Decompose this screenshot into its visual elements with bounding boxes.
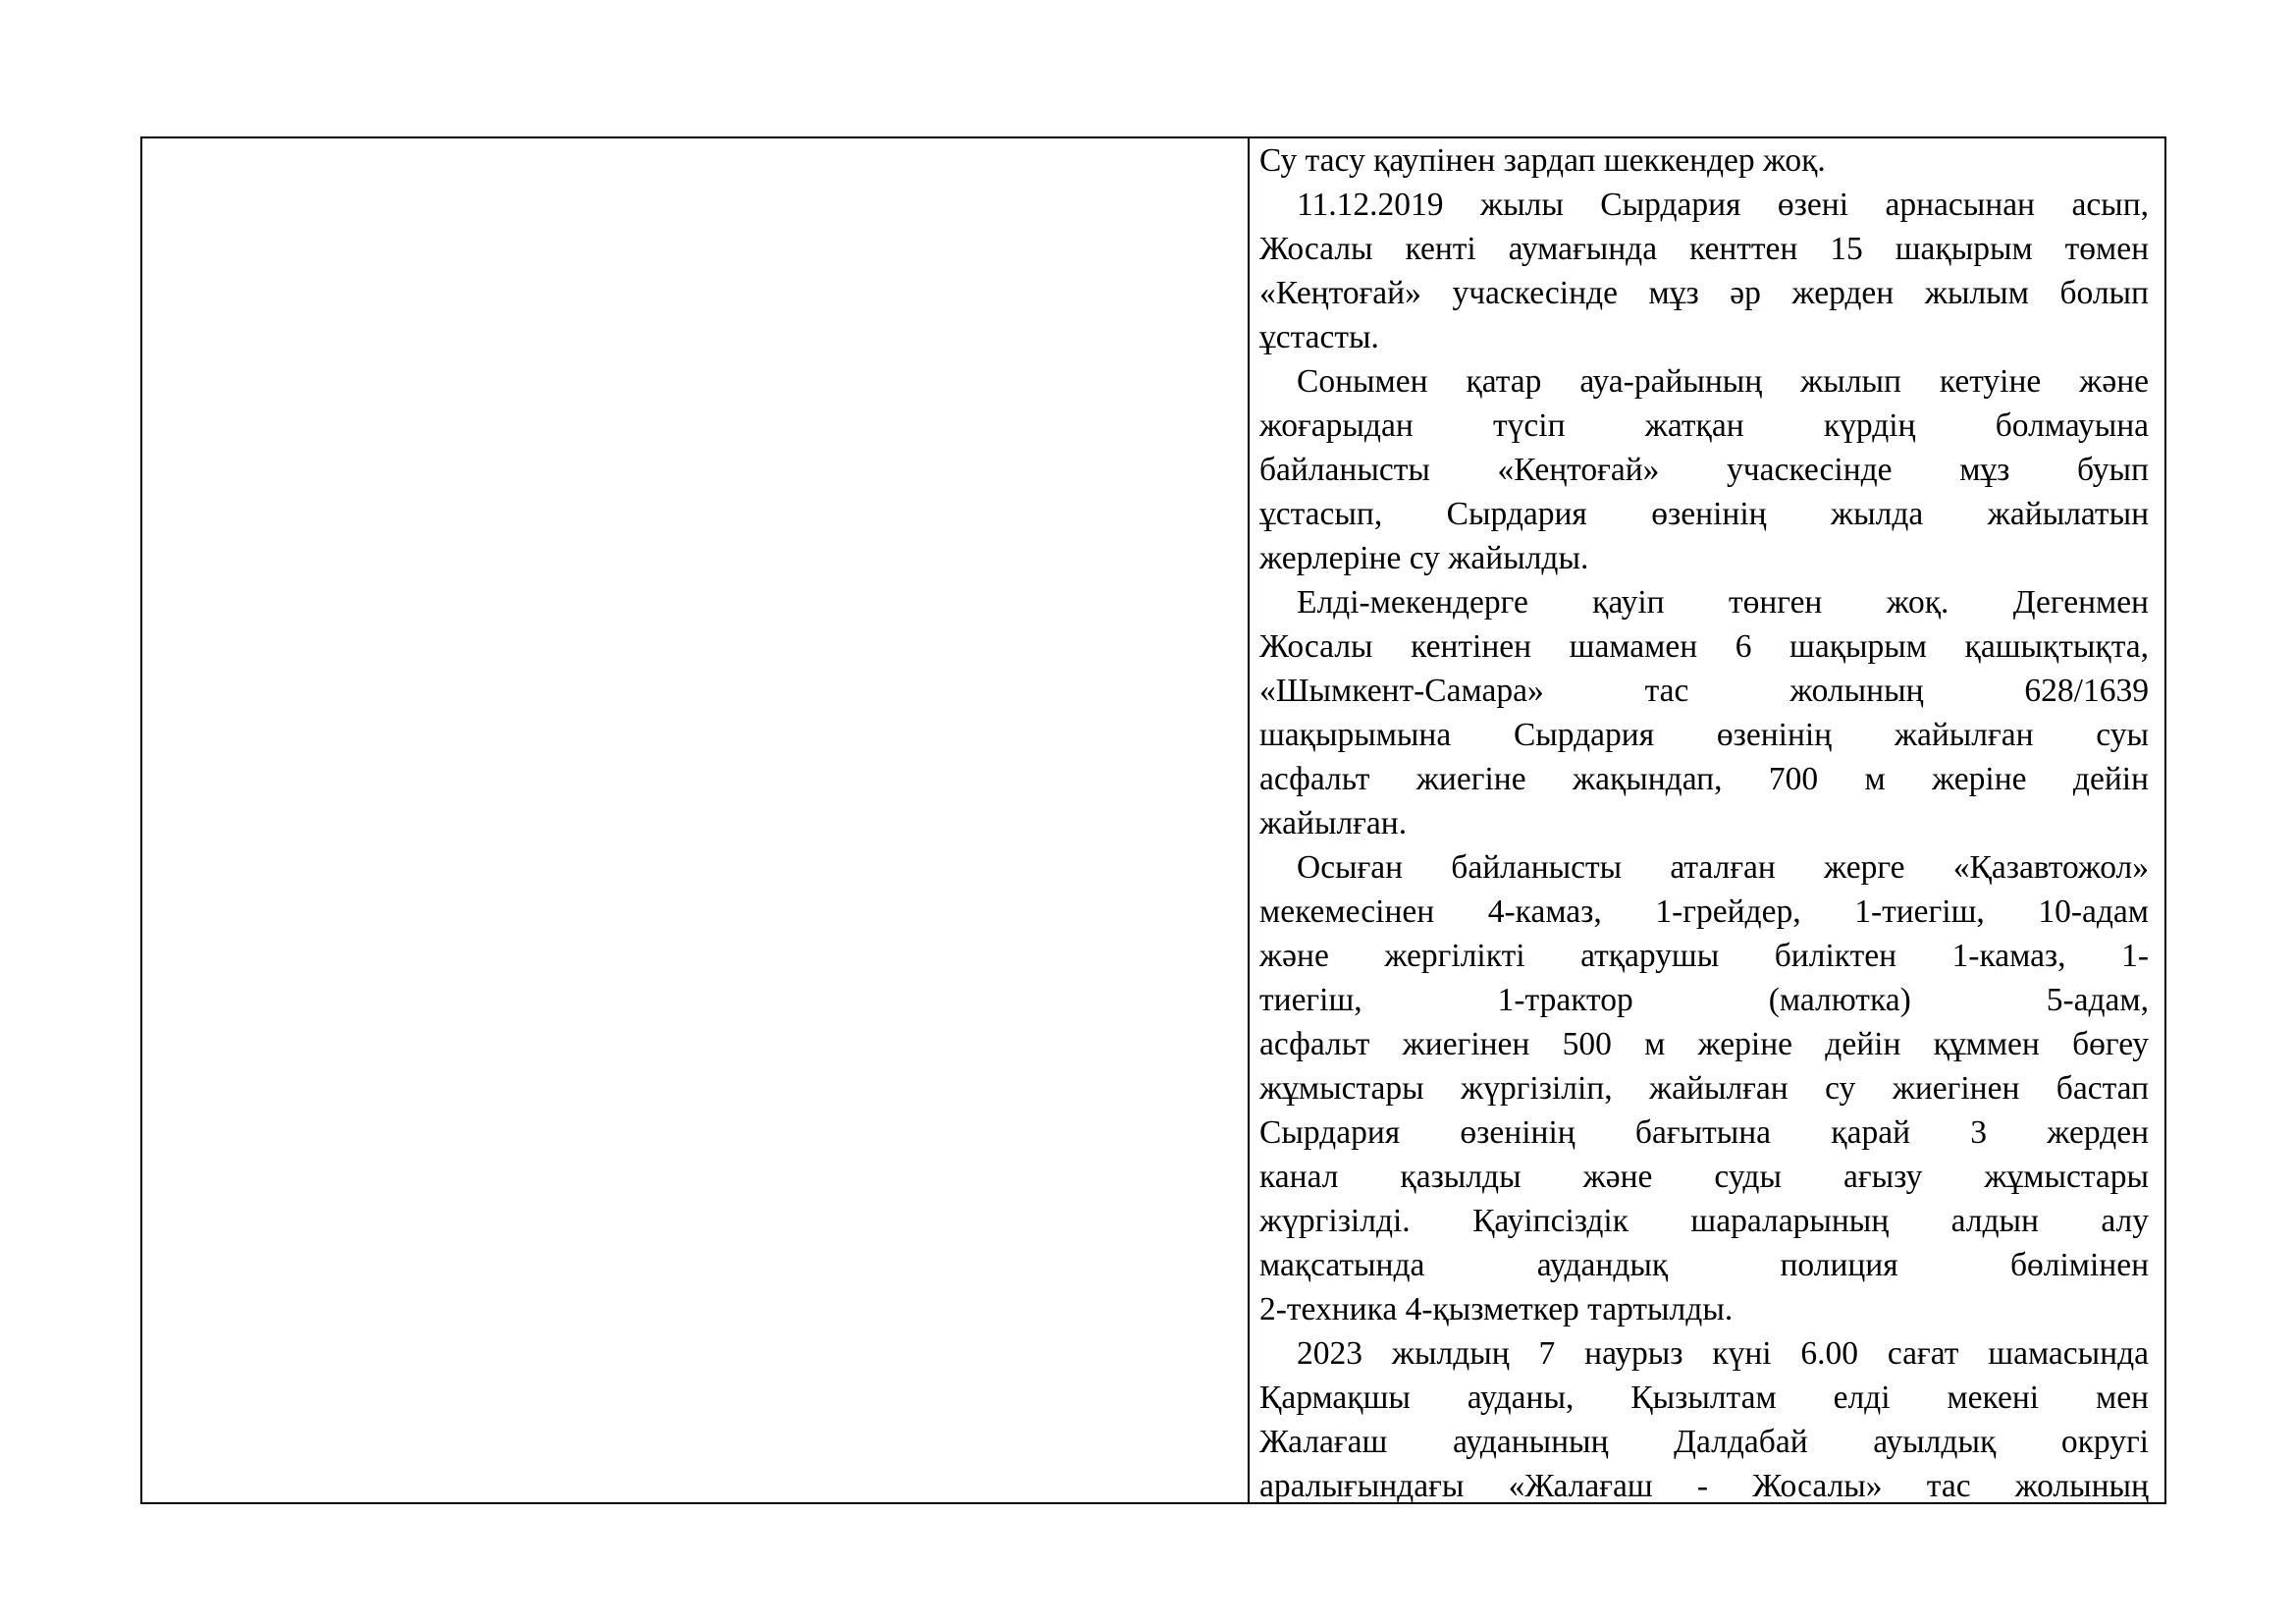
text-line: 11.12.2019 жылы Сырдария өзені арнасынан асып, xyxy=(1297,187,2149,223)
text-line: Сонымен қатар ауа-райының жылып кетуіне және xyxy=(1297,363,2149,400)
text-line: аралығындағы «Жалағаш - Жосалы» тас жолының xyxy=(1259,1468,2149,1502)
text-line: канал қазылды және суды ағызу жұмыстары xyxy=(1259,1159,2149,1195)
left-table-cell xyxy=(142,138,1250,1502)
text-line: Елді-мекендерге қауіп төнген жоқ. Дегенмен xyxy=(1297,584,2149,621)
text-line: жоғарыдан түсіп жатқан күрдің болмауына xyxy=(1259,407,2149,444)
right-table-cell xyxy=(1250,138,2164,1502)
text-line: жайылған. xyxy=(1259,805,1408,841)
text-line: асфальт жиегіне жақындап, 700 м жеріне дейін xyxy=(1259,761,2149,797)
text-line: Жосалы кенті аумағында кенттен 15 шақырым төмен xyxy=(1259,231,2149,267)
text-line: Жалағаш ауданының Далдабай ауылдық округі xyxy=(1259,1424,2149,1460)
text-line: Сырдария өзенінің бағытына қарай 3 жерден xyxy=(1259,1114,2149,1151)
text-line: асфальт жиегінен 500 м жеріне дейін құммен бөгеу xyxy=(1259,1026,2149,1062)
text-line: Қармақшы ауданы, Қызылтам елді мекені мен xyxy=(1259,1380,2149,1416)
text-line: мақсатында аудандық полиция бөлімінен xyxy=(1259,1247,2149,1283)
text-line: 2-техника 4-қызметкер тартылды. xyxy=(1259,1291,1734,1327)
text-line: «Кеңтоғай» учаскесінде мұз әр жерден жылым болып xyxy=(1259,275,2149,311)
text-line: және жергілікті атқарушы биліктен 1-камаз, 1- xyxy=(1259,938,2149,974)
text-line: Осыған байланысты аталған жерге «Қазавтожол» xyxy=(1297,849,2149,886)
text-line: байланысты «Кеңтоғай» учаскесінде мұз буып xyxy=(1259,452,2149,488)
text-line: жүргізілді. Қауіпсіздік шараларының алдын алу xyxy=(1259,1203,2149,1239)
text-line: Су тасу қаупінен зардап шеккендер жоқ. xyxy=(1259,142,1826,179)
text-line: ұстасты. xyxy=(1259,319,1379,355)
document-table xyxy=(140,136,2166,1504)
text-line: тиегіш, 1-трактор (малютка) 5-адам, xyxy=(1259,982,2149,1018)
text-line: шақырымына Сырдария өзенінің жайылған суы xyxy=(1259,717,2149,753)
text-line: Жосалы кентінен шамамен 6 шақырым қашықтықта, xyxy=(1259,628,2149,665)
text-line: мекемесінен 4-камаз, 1-грейдер, 1-тиегіш, 10-адам xyxy=(1259,893,2149,930)
text-line: жұмыстары жүргізіліп, жайылған су жиегінен бастап xyxy=(1259,1070,2149,1107)
text-line: ұстасып, Сырдария өзенінің жылда жайылатын xyxy=(1259,496,2149,532)
text-line: «Шымкент-Самара» тас жолының 628/1639 xyxy=(1259,673,2149,709)
text-line: жерлеріне су жайылды. xyxy=(1259,540,1589,576)
text-line: 2023 жылдың 7 наурыз күні 6.00 сағат шамасында xyxy=(1297,1335,2149,1372)
